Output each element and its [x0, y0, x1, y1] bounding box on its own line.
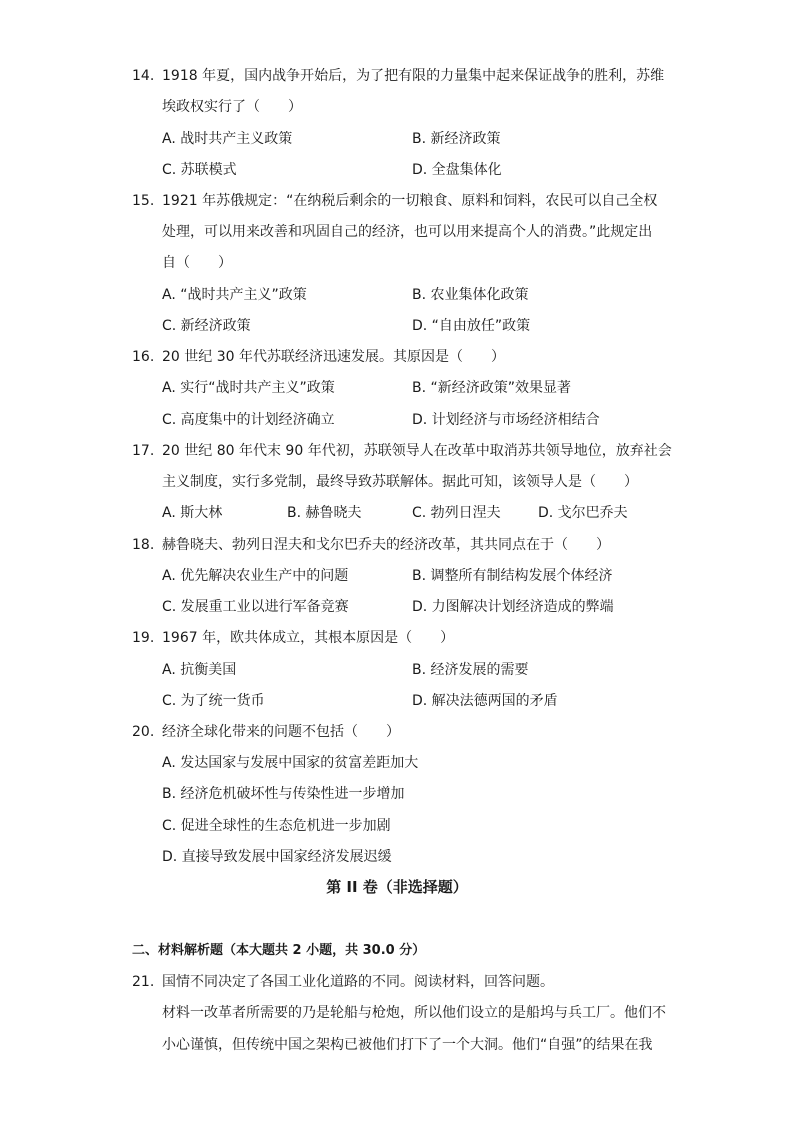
question-16-option-c: C. 高度集中的计划经济确立 [162, 412, 335, 428]
question-17-option-a: A. 斯大林 [162, 505, 223, 521]
question-19-option-d: D. 解决法德两国的矛盾 [412, 693, 558, 709]
question-18-option-c: C. 发展重工业以进行军备竞赛 [162, 599, 349, 615]
question-15-option-d: D. “自由放任”政策 [412, 318, 531, 334]
question-20-option-a: A. 发达国家与发展中国家的贫富差距加大 [162, 755, 419, 771]
question-18-option-a: A. 优先解决农业生产中的问题 [162, 568, 349, 584]
question-14-text-line-2: 埃政权实行了（ ） [162, 99, 302, 115]
question-16-option-a: A. 实行“战时共产主义”政策 [162, 380, 335, 396]
question-20-option-b: B. 经济危机破坏性与传染性进一步增加 [162, 786, 405, 802]
question-14-option-a: A. 战时共产主义政策 [162, 131, 293, 147]
question-18-option-d: D. 力图解决计划经济造成的弊端 [412, 599, 614, 615]
question-14-option-d: D. 全盘集体化 [412, 162, 502, 178]
question-20-option-d: D. 直接导致发展中国家经济发展迟缓 [162, 849, 392, 865]
question-18-number: 18. [132, 537, 155, 553]
question-19-text-line-1: 1967 年，欧共体成立，其根本原因是（ ） [162, 630, 455, 646]
question-15-option-a: A. “战时共产主义”政策 [162, 287, 307, 303]
question-15-text-line-1: 1921 年苏俄规定：“在纳税后剩余的一切粮食、原料和饲料，农民可以自己全权 [162, 193, 658, 209]
question-19-option-c: C. 为了统一货币 [162, 693, 265, 709]
question-17-option-d: D. 戈尔巴乔夫 [538, 505, 628, 521]
question-20-number: 20. [132, 724, 155, 740]
question-15-text-line-2: 处理，可以用来改善和巩固自己的经济，也可以用来提高个人的消费。”此规定出 [162, 224, 653, 240]
question-15-number: 15. [132, 193, 155, 209]
question-21-text-line-1: 国情不同决定了各国工业化道路的不同。阅读材料，回答问题。 [162, 974, 554, 990]
question-17-number: 17. [132, 443, 155, 459]
question-16-text-line-1: 20 世纪 30 年代苏联经济迅速发展。其原因是（ ） [162, 349, 505, 365]
question-16-option-d: D. 计划经济与市场经济相结合 [412, 412, 600, 428]
question-14-number: 14. [132, 68, 155, 84]
question-18-option-b: B. 调整所有制结构发展个体经济 [412, 568, 613, 584]
question-14-option-c: C. 苏联模式 [162, 162, 237, 178]
question-17-text-line-2: 主义制度，实行多党制，最终导致苏联解体。据此可知，该领导人是（ ） [162, 474, 638, 490]
question-17-text-line-1: 20 世纪 80 年代末 90 年代初，苏联领导人在改革中取消苏共领导地位，放弃社会 [162, 443, 672, 459]
question-15-option-b: B. 农业集体化政策 [412, 287, 529, 303]
question-18-text-line-1: 赫鲁晓夫、勃列日涅夫和戈尔巴乔夫的经济改革，其共同点在于（ ） [162, 537, 610, 553]
question-21-text-line-2: 材料一改革者所需要的乃是轮船与枪炮，所以他们设立的是船坞与兵工厂。他们不 [162, 1005, 666, 1021]
question-14-text-line-1: 1918 年夏，国内战争开始后，为了把有限的力量集中起来保证战争的胜利，苏维 [162, 68, 665, 84]
question-21-text-line-3: 小心谨慎，但传统中国之架构已被他们打下了一个大洞。他们“自强”的结果在我 [162, 1037, 653, 1053]
part-2-title: 第 II 卷（非选择题） [326, 878, 468, 896]
question-19-number: 19. [132, 630, 155, 646]
question-16-option-b: B. “新经济政策”效果显著 [412, 380, 572, 396]
question-17-option-b: B. 赫鲁晓夫 [287, 505, 362, 521]
question-14-option-b: B. 新经济政策 [412, 131, 501, 147]
question-15-option-c: C. 新经济政策 [162, 318, 251, 334]
question-15-text-line-3: 自（ ） [162, 255, 232, 271]
question-20-text-line-1: 经济全球化带来的问题不包括（ ） [162, 724, 400, 740]
question-17-option-c: C. 勃列日涅夫 [412, 505, 501, 521]
question-20-option-c: C. 促进全球性的生态危机进一步加剧 [162, 818, 391, 834]
question-21-number: 21. [132, 974, 155, 990]
question-16-number: 16. [132, 349, 155, 365]
question-19-option-b: B. 经济发展的需要 [412, 662, 529, 678]
section-2-heading: 二、材料解析题（本大题共 2 小题，共 30.0 分） [132, 943, 426, 958]
question-19-option-a: A. 抗衡美国 [162, 662, 237, 678]
